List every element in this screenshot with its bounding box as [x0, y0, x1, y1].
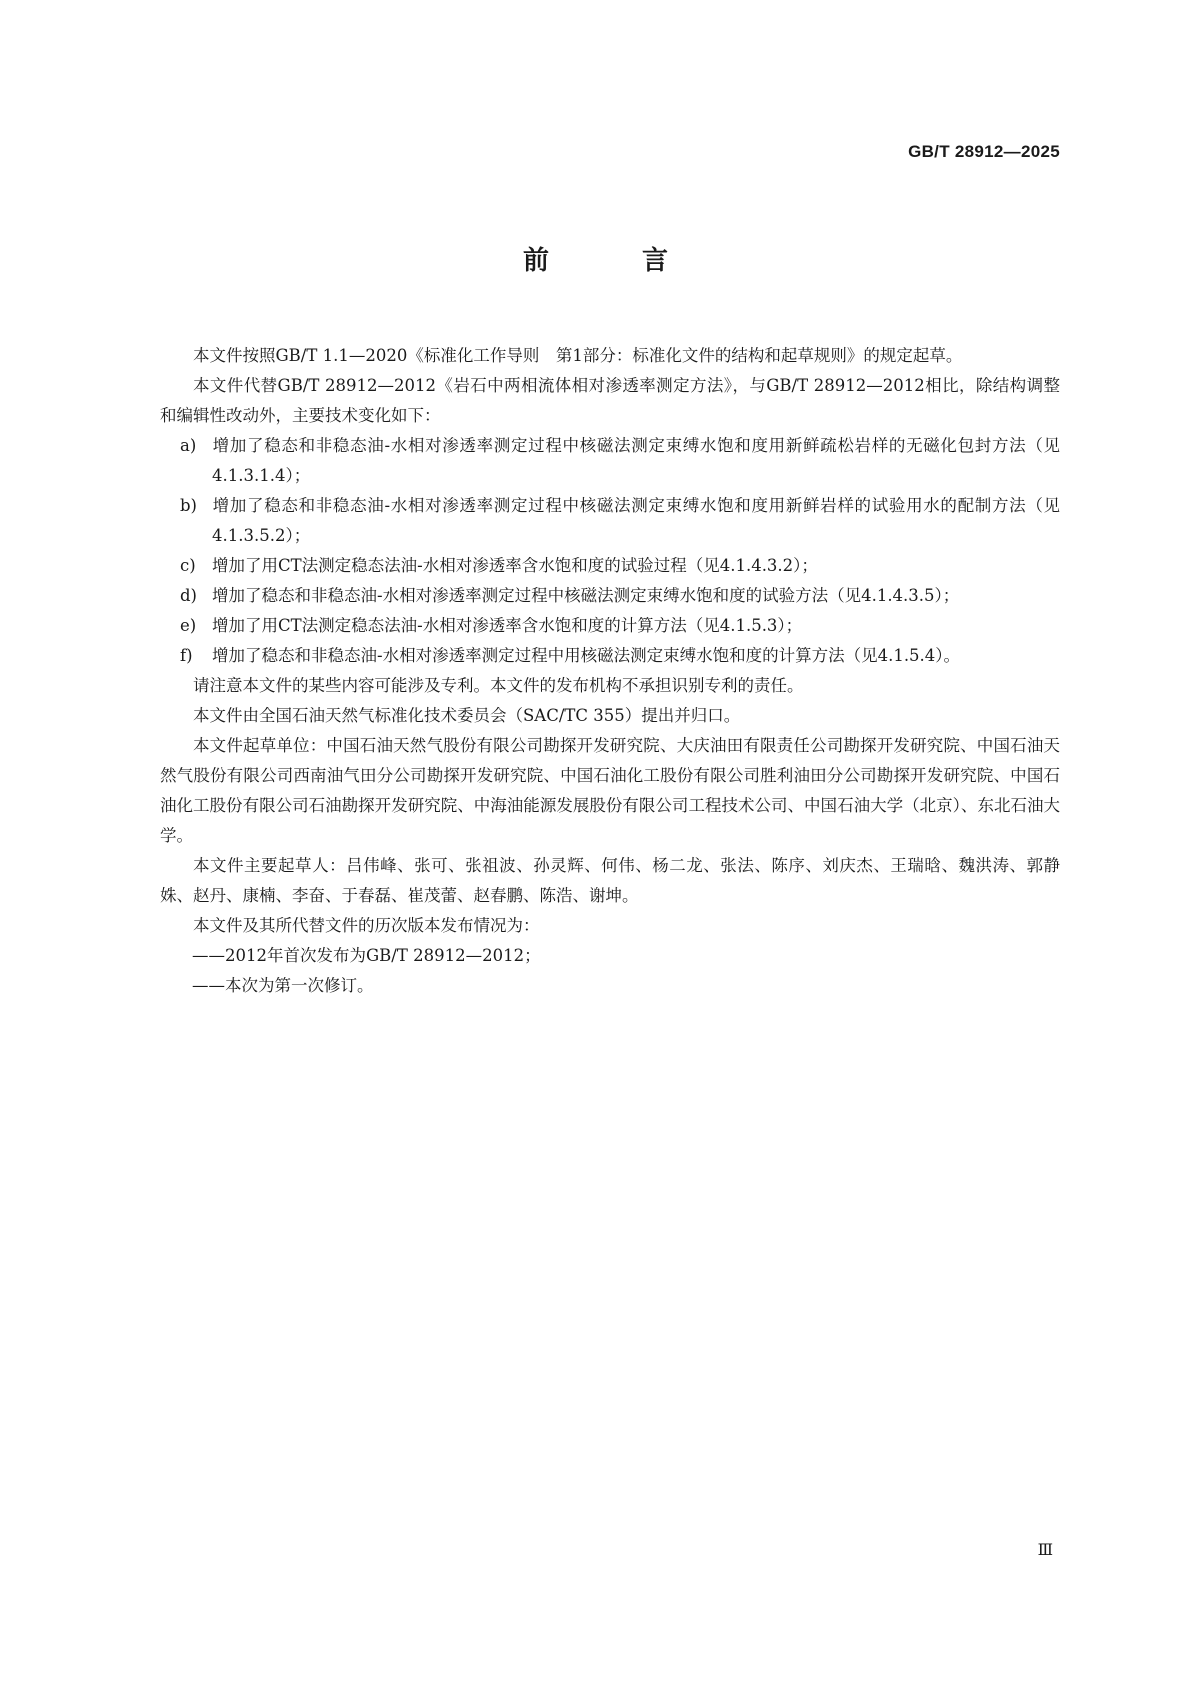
list-item — [160, 431, 1060, 491]
standard-number: GB/T 28912—2025 — [908, 142, 1060, 161]
list-item-text: 增加了稳态和非稳态油-水相对渗透率测定过程中核磁法测定束缚水饱和度用新鲜疏松岩样的无磁化包封方法（见4.1.3.1.4）； — [212, 436, 1060, 485]
list-item — [160, 551, 1060, 581]
list-item-text: 增加了稳态和非稳态油-水相对渗透率测定过程中核磁法测定束缚水饱和度用新鲜岩样的试验用水的配制方法（见4.1.3.5.2）； — [212, 496, 1060, 545]
foreword-body — [160, 341, 1060, 1001]
list-item-letter: a) — [180, 436, 197, 455]
list-item-text: 增加了用CT法测定稳态法油-水相对渗透率含水饱和度的计算方法（见4.1.5.3）； — [212, 616, 803, 635]
history-item: ——本次为第一次修订。 — [192, 976, 374, 995]
page-title: 前 言 — [522, 246, 711, 276]
paragraph-drafters: 本文件主要起草人：吕伟峰、张可、张祖波、孙灵辉、何伟、杨二龙、张法、陈序、刘庆杰、王瑞晗、魏洪涛、郭静姝、赵丹、康楠、李奋、于春磊、崔茂蕾、赵春鹏、陈浩、谢坤。 — [160, 856, 1060, 905]
list-item-letter: c) — [180, 556, 196, 575]
list-item-letter: d) — [180, 586, 197, 605]
list-item-letter: f) — [180, 646, 193, 665]
list-item-text: 增加了稳态和非稳态油-水相对渗透率测定过程中核磁法测定束缚水饱和度的试验方法（见4.1.4.3.5）； — [212, 586, 960, 605]
list-item-letter: b) — [180, 496, 197, 515]
paragraph-drafting-rules: 本文件按照GB/T 1.1—2020《标准化工作导则 第1部分：标准化文件的结构和起草规则》的规定起草。 — [193, 346, 963, 365]
paragraph-replacement: 本文件代替GB/T 28912—2012《岩石中两相流体相对渗透率测定方法》，与GB/T 28912—2012相比，除结构调整和编辑性改动外，主要技术变化如下： — [160, 376, 1060, 425]
list-item-text: 增加了用CT法测定稳态法油-水相对渗透率含水饱和度的试验过程（见4.1.4.3.2）； — [212, 556, 818, 575]
paragraph-patent-notice: 请注意本文件的某些内容可能涉及专利。本文件的发布机构不承担识别专利的责任。 — [193, 676, 804, 695]
technical-changes-list — [160, 431, 1060, 671]
list-item — [160, 581, 1060, 611]
paragraph-drafting-units: 本文件起草单位：中国石油天然气股份有限公司勘探开发研究院、大庆油田有限责任公司勘探开发研究院、中国石油天然气股份有限公司西南油气田分公司勘探开发研究院、中国石油化工股份有限公司胜利油田分公司勘探开发研究院、中国石油化工股份有限公司石油勘探开发研究院、中海油能源发展股份有限公司工程技术公司、中国石油大学（北京）、东北石油大学。 — [160, 736, 1060, 845]
list-item — [160, 491, 1060, 551]
paragraph-history-intro: 本文件及其所代替文件的历次版本发布情况为： — [193, 916, 540, 935]
list-item — [160, 641, 1060, 671]
list-item-text: 增加了稳态和非稳态油-水相对渗透率测定过程中用核磁法测定束缚水饱和度的计算方法（见4.1.5.4）。 — [212, 646, 961, 665]
history-item: ——2012年首次发布为GB/T 28912—2012； — [192, 946, 541, 965]
paragraph-proposer: 本文件由全国石油天然气标准化技术委员会（SAC/TC 355）提出并归口。 — [193, 706, 741, 725]
page-number: Ⅲ — [1037, 1540, 1053, 1559]
list-item-letter: e) — [180, 616, 197, 635]
list-item — [160, 611, 1060, 641]
